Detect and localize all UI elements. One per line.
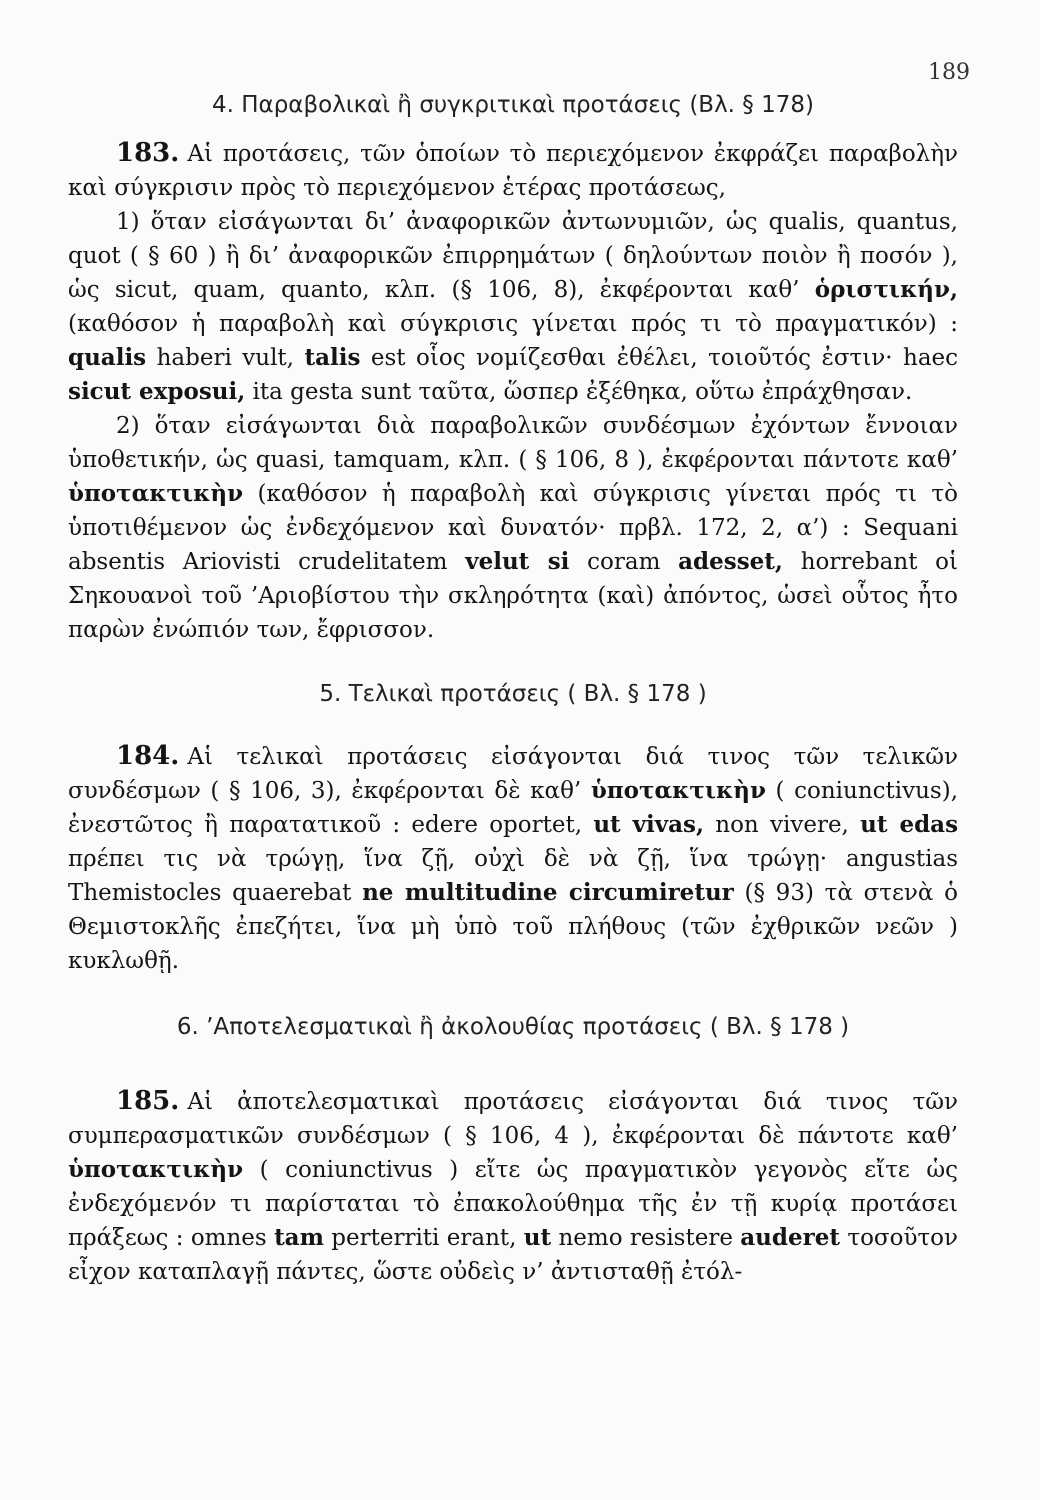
section-183-intro: 183. Αἱ προτάσεις, τῶν ὁποίων τὸ περιεχόμενον ἐκφράζει παραβολὴν καὶ σύγκρισιν πρὸς τὸ περιεχόμενον ἑτέρας προτάσεως, — [68, 138, 958, 201]
section-185: 185. Αἱ ἀποτελεσματικαὶ προτάσεις εἰσάγονται διά τινος τῶν συμπερασματικῶν συνδέσμων ( § 106, 4 ), ἐκφέρονται δὲ πάντοτε καθ’ ὑποτακτικὴν ( coniunctivus ) εἴτε ὡς πραγματικὸν γεγονὸς εἴτε ὡς ἐνδεχόμενόν τι παρίσταται τὸ ἐπακολούθημα τῆς ἐν τῇ κυρίᾳ προτάσει πράξεως : omnes tam perterriti erant, ut nemo resistere auderet τοσοῦτον εἶχον καταπλαγῇ πάντες, ὥστε οὐδεὶς ν’ ἀντισταθῇ ἐτόλ- — [68, 1086, 958, 1285]
section-183-case-2: 2) ὅταν εἰσάγωνται διὰ παραβολικῶν συνδέσμων ἐχόντων ἔννοιαν ὑποθετικήν, ὡς quasi, tamquam, κλπ. ( § 106, 8 ), ἐκφέρονται πάντοτε καθ’ ὑποτακτικὴν (καθόσον ἡ παραβολὴ καὶ σύγκρισις γίνεται πρός τι τὸ ὑποτιθέμενον ὡς ἐνδεχόμενον καὶ δυνατόν· πρβλ. 172, 2, α’) : Sequani absentis Ariovisti crudelitatem velut si coram adesset, horrebant οἱ Σηκουανοὶ τοῦ ’Αριοβίστου τὴν σκληρότητα (καὶ) ἀπόντος, ὡσεὶ οὗτος ἦτο παρὼν ἐνώπιόν των, ἔφρισσον. — [68, 413, 959, 643]
section-number: 184. — [116, 741, 180, 771]
page-body — [68, 92, 958, 1289]
heading-6: 6. ’Αποτελεσματικαὶ ἢ ἀκολουθίας προτάσεις ( Βλ. § 178 ) — [176, 1014, 850, 1040]
section-number: 183. — [116, 138, 180, 168]
section-184: 184. Αἱ τελικαὶ προτάσεις εἰσάγονται διά τινος τῶν τελικῶν συνδέσμων ( § 106, 3), ἐκφέρονται δὲ καθ’ ὑποτακτικὴν ( coniunctivus), ἐνεστῶτος ἢ παρατατικοῦ : edere oportet, ut vivas, non vivere, ut edas πρέπει τις νὰ τρώγῃ, ἵνα ζῇ, οὐχὶ δὲ νὰ ζῇ, ἵνα τρώγῃ· angustias Themistocles quaerebat ne multitudine circumiretur (§ 93) τὰ στενὰ ὁ Θεμιστοκλῆς ἐπεζήτει, ἵνα μὴ ὑπὸ τοῦ πλήθους (τῶν ἐχθρικῶν νεῶν ) κυκλωθῇ. — [68, 741, 959, 974]
section-183-case-1: 1) ὅταν εἰσάγωνται δι’ ἀναφορικῶν ἀντωνυμιῶν, ὡς qualis, quantus, quot ( § 60 ) ἢ δι’ ἀναφορικῶν ἐπιρρημάτων ( δηλούντων ποιὸν ἢ ποσόν ), ὡς sicut, quam, quanto, κλπ. (§ 106, 8), ἐκφέρονται καθ’ ὁριστικήν, (καθόσον ἡ παραβολὴ καὶ σύγκρισις γίνεται πρός τι τὸ πραγματικόν) : qualis haberi vult, talis est οἷος νομίζεσθαι ἐθέλει, τοιοῦτός ἐστιν· haec sicut exposui, ita gesta sunt ταῦτα, ὥσπερ ἐξέθηκα, οὕτω ἐπράχθησαν. — [68, 209, 959, 405]
heading-5: 5. Τελικαὶ προτάσεις ( Βλ. § 178 ) — [319, 681, 707, 707]
page-number: 189 — [928, 60, 970, 85]
heading-4: 4. Παραβολικαὶ ἢ συγκριτικαὶ προτάσεις (Βλ. § 178) — [212, 92, 814, 118]
section-number: 185. — [116, 1086, 180, 1116]
